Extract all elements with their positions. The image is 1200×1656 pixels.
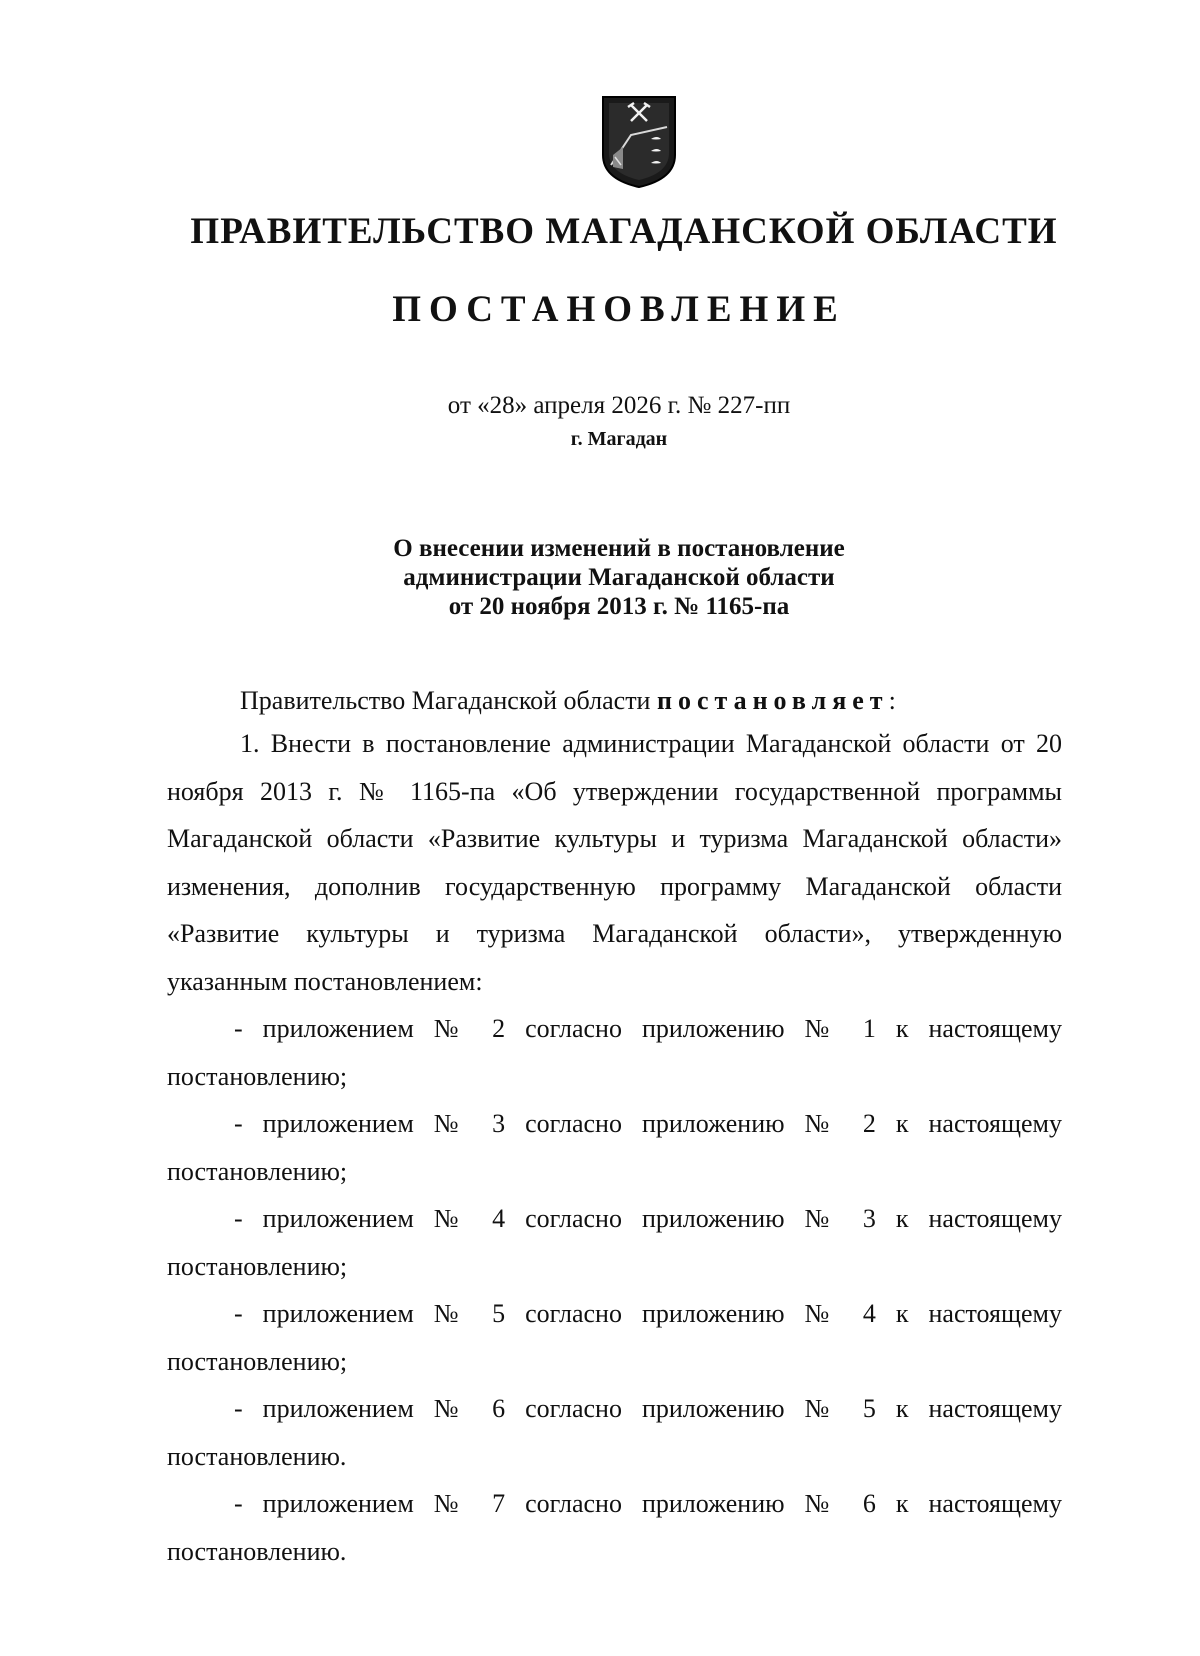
document-subject	[0, 534, 1200, 621]
list-item: - приложением № 5 согласно приложению № 4 к настоящему постановлению;	[167, 1299, 1062, 1376]
paragraph-1: 1. Внести в постановление администрации Магаданской области от 20 ноября 2013 г. № 1165-па «Об утверждении государственной программы Магаданской области «Развитие культуры и туризма Магаданской области» изменения, дополнив государственную программу Магаданской области «Развитие культуры и туризма Магаданской области», утвержденную указанным постановлением:	[167, 729, 1062, 996]
intro-text: Правительство Магаданской области	[240, 686, 657, 715]
subject-line: от 20 ноября 2013 г. № 1165-па	[448, 593, 790, 620]
resolution-intro	[167, 677, 1062, 725]
subject-line: администрации Магаданской области	[403, 564, 835, 591]
coat-of-arms-icon	[601, 95, 677, 189]
government-title: ПРАВИТЕЛЬСТВО МАГАДАНСКОЙ ОБЛАСТИ	[190, 211, 1058, 252]
list-item: - приложением № 7 согласно приложению № 6 к настоящему постановлению.	[167, 1489, 1062, 1566]
document-date-number: от «28» апреля 2026 г. № 227-пп	[447, 392, 791, 419]
intro-keyword: постановляет	[656, 686, 889, 715]
list-item: - приложением № 2 согласно приложению № 1 к настоящему постановлению;	[167, 1014, 1062, 1091]
list-item: - приложением № 4 согласно приложению № 3 к настоящему постановлению;	[167, 1204, 1062, 1281]
intro-colon: :	[888, 686, 896, 715]
document-type: ПОСТАНОВЛЕНИЕ	[392, 289, 846, 330]
list-item: - приложением № 6 согласно приложению № 5 к настоящему постановлению.	[167, 1394, 1062, 1471]
resolution-body	[167, 720, 1062, 1575]
document-place: г. Магадан	[570, 428, 668, 450]
list-item: - приложением № 3 согласно приложению № 2 к настоящему постановлению;	[167, 1109, 1062, 1186]
subject-line: О внесении изменений в постановление	[393, 535, 845, 562]
